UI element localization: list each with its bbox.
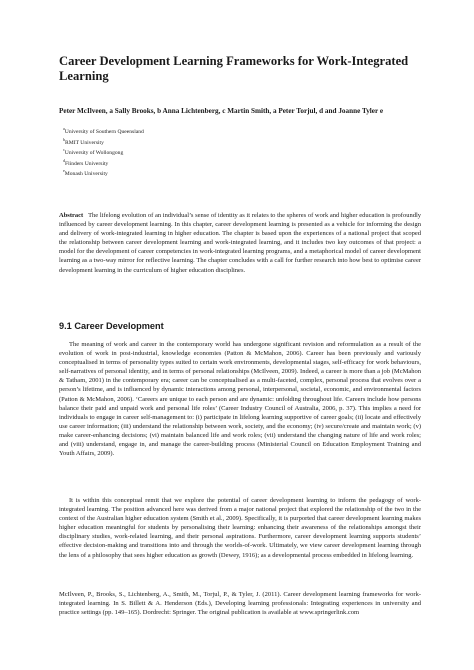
abstract-label: Abstract xyxy=(59,212,84,219)
affiliation-item xyxy=(63,124,263,135)
affiliation-mark: e xyxy=(63,168,65,173)
citation-footnote: McIlveen, P., Brooks, S., Lichtenberg, A., Smith, M., Torjul, P., & Tyler, J. (2011). Career development learning frameworks for work-integrated learning. In S. Billett & A. Henderson (Eds.), Developing learning professionals: Integrating experiences in university and practice settings (pp. 149–165). Dordrecht: Springer. The original publication is available at www.springerlink.com xyxy=(59,591,421,617)
affiliation-mark: a xyxy=(63,126,65,131)
paper-title: Career Development Learning Frameworks for Work-Integrated Learning xyxy=(59,54,409,83)
affiliation-list xyxy=(63,124,263,177)
affiliation-item xyxy=(63,135,263,146)
affiliation-item xyxy=(63,166,263,177)
abstract-text: The lifelong evolution of an individual’s sense of identity as it relates to the spheres of work and higher education is profoundly influenced by career development learning. In this chapter, career development learning is presented as a vehicle for informing the design and delivery of work-integrated learning in higher education. The chapter is based upon the experiences of a national project that scoped the relationship between career development learning and work-integrated learning, and it includes two key outcomes of that project: a model for the development of career competencies in work-integrated learning programs, and a metaphorical model of career development learning as a two-way mirror for reflective learning. The chapter concludes with a call for further research into how best to optimise career development learning in the curriculum of higher education disciplines. xyxy=(59,212,422,274)
affiliation-mark: b xyxy=(63,136,65,142)
affiliation-item xyxy=(63,145,263,156)
affiliation-item xyxy=(63,156,263,167)
affiliation-name: Monash University xyxy=(64,170,108,177)
affiliation-mark: c xyxy=(63,147,65,152)
author-list: Peter McIlveen, a Sally Brooks, b Anna Lichtenberg, c Martin Smith, a Peter Torjul, d and Joanne Tyler e xyxy=(59,107,384,115)
affiliation-name: University of Wollongong xyxy=(64,149,124,156)
body-paragraph: The meaning of work and career in the contemporary world has undergone significant revision and reformulation as a result of the evolution of work in post-industrial, knowledge economies (Patton & McMahon, 2006). Career has been previously and variously conceptualised in terms of personality types suited to certain work environments, developmental stages, self-efficacy for work behaviours, self-narratives of personal identity, and in terms of personal relationships (McIlveen, 2009). Indeed, a career is more than a job (McMahon & Tatham, 2001) in the contemporary era; career can be conceptualised as a multi-faceted, complex, personal process that evolves over a person’s lifetime, and is influenced by dynamic interactions among personal, interpersonal, societal, economic, and environmental factors (Patton & McMahon, 2006). ‘Careers are unique to each person and are dynamic: unfolding throughout life. Careers include how persons balance their paid and unpaid work and personal life roles’ (Career Industry Council of Australia, 2006, p. 37). This implies a need for individuals to engage in career self-management to: (i) participate in lifelong learning supportive of career goals; (ii) locate and effectively use career information; (iii) understand the relationship between work, society, and the economy; (iv) secure/create and maintain work; (v) make career-enhancing decisions; (vi) maintain balanced life and work roles; (vii) understand the changing nature of life and work roles; and (viii) understand, engage in, and manage the career-building process (Ministerial Council on Education Employment Training and Youth Affairs, 2009). xyxy=(59,341,421,458)
affiliation-mark: d xyxy=(63,157,65,163)
affiliation-name: Flinders University xyxy=(65,160,109,167)
body-paragraph: It is within this conceptual remit that we explore the potential of career development learning to inform the pedagogy of work-integrated learning. The position advanced here was derived from a major national project that explored the relationship of the two in the context of the Australian higher education system (Smith et al., 2009). Specifically, it is purported that career development learning makes higher education meaningful for students by personalising their learning: enhancing their awareness of the relationships amongst their disciplinary studies, work-related learning, and their personal aspirations. Furthermore, career development learning supports students’ effective decision-making and transitions into and through the worlds-of-work. Ultimately, we view career development learning through the lens of a philosophy that sees higher education as growth (Dewey, 1916); as a developmental process embedded in lifelong learning. xyxy=(59,497,421,559)
affiliation-name: RMIT University xyxy=(65,139,104,146)
section-heading: 9.1 Career Development xyxy=(59,321,164,331)
affiliation-name: University of Southern Queensland xyxy=(64,128,144,135)
abstract xyxy=(59,211,421,275)
